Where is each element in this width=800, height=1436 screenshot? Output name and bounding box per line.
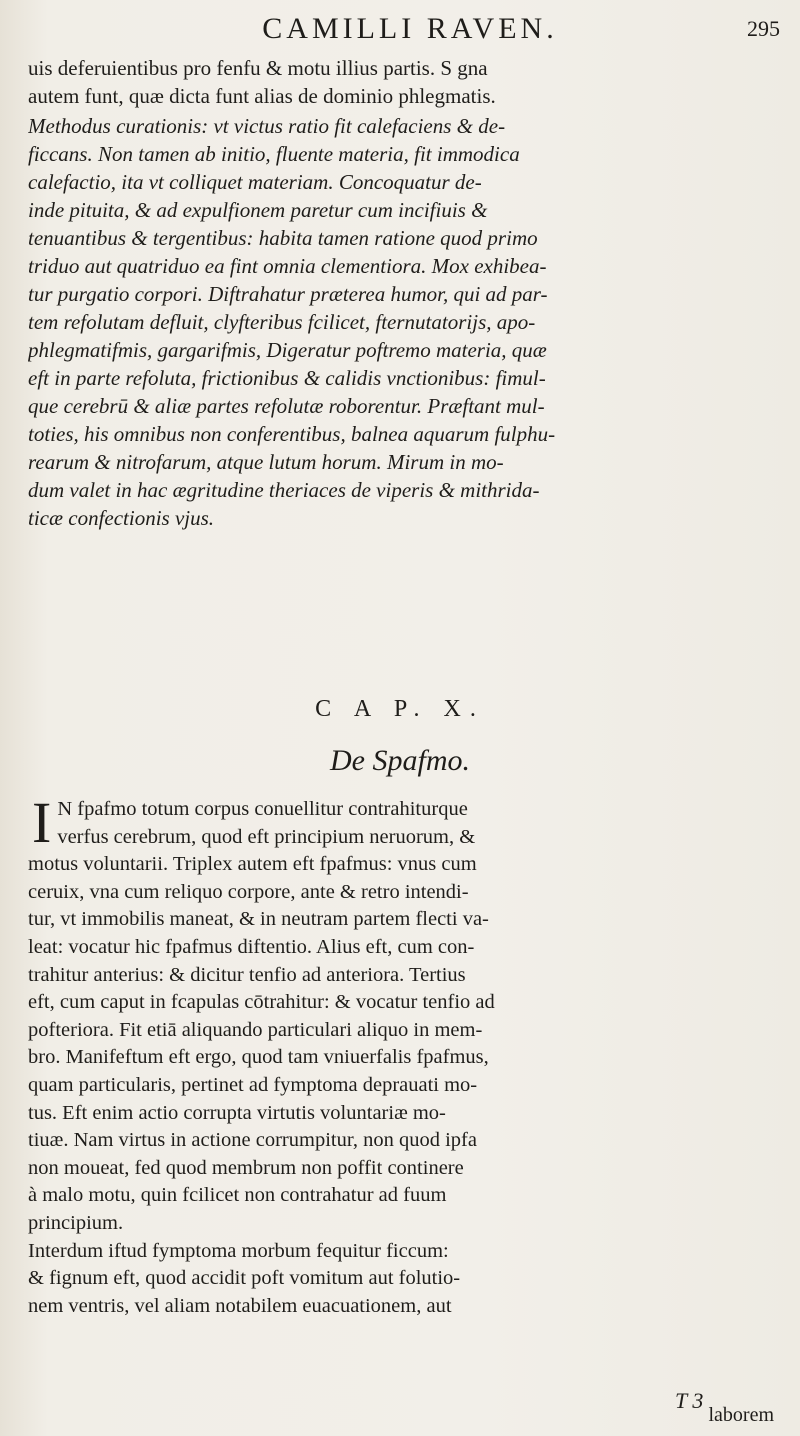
text-line: principium. bbox=[28, 1211, 124, 1234]
text-line: eft in parte refoluta, frictionibus & calidis vnctionibus: fimul- bbox=[28, 366, 546, 390]
signature-mark: T 3 bbox=[675, 1388, 704, 1413]
text-line: & fignum eft, quod accidit poft vomitum aut folutio- bbox=[28, 1267, 461, 1290]
text-line: inde pituita, & ad expulfionem paretur cum incifiuis & bbox=[28, 198, 488, 222]
text-line: Interdum iftud fymptoma morbum fequitur ficcum: bbox=[28, 1239, 449, 1262]
text-line: trahitur anterius: & dicitur tenfio ad anteriora. Tertius bbox=[28, 963, 466, 986]
text-line: à malo motu, quin fcilicet non contrahatur ad fuum bbox=[28, 1184, 447, 1207]
text-line: tus. Eft enim actio corrupta virtutis voluntariæ mo- bbox=[28, 1101, 446, 1124]
text-line: nem ventris, vel aliam notabilem euacuationem, aut bbox=[28, 1294, 452, 1317]
text-line: tem refolutam defluit, clyfteribus fcilicet, fternutatorijs, apo- bbox=[28, 310, 536, 334]
chapter-heading: C A P. X. bbox=[315, 696, 485, 722]
text-line: tenuantibus & tergentibus: habita tamen ratione quod primo bbox=[28, 226, 538, 250]
text-line: motus voluntarii. Triplex autem eft fpafmus: vnus cum bbox=[28, 853, 477, 876]
text-line: phlegmatifmis, gargarifmis, Digeratur poftremo materia, quæ bbox=[28, 338, 547, 362]
text-line: calefactio, ita vt colliquet materiam. Concoquatur de- bbox=[28, 170, 482, 194]
text-line: tiuæ. Nam virtus in actione corrumpitur, non quod ipfa bbox=[28, 1129, 477, 1152]
text-line: Methodus curationis: vt victus ratio fit calefaciens & de- bbox=[28, 114, 506, 138]
text-line: pofteriora. Fit etiā aliquando particulari aliquo in mem- bbox=[28, 1018, 483, 1041]
catchword: laborem bbox=[708, 1404, 774, 1426]
text-line: triduo aut quatriduo ea fint omnia clementiora. Mox exhibea- bbox=[28, 254, 547, 278]
method-paragraph bbox=[28, 112, 782, 532]
body-paragraph bbox=[28, 790, 782, 1320]
page-header bbox=[40, 12, 780, 54]
text-line: toties, his omnibus non conferentibus, balnea aquarum fulphu- bbox=[28, 422, 556, 446]
text-line: leat: vocatur hic fpafmus diftentio. Alius eft, cum con- bbox=[28, 935, 475, 958]
text-line: tur purgatio corpori. Diftrahatur præterea humor, qui ad par- bbox=[28, 282, 548, 306]
text-line: autem funt, quæ dicta funt alias de dominio phlegmatis. bbox=[28, 84, 496, 108]
text-line: verfus cerebrum, quod eft principium neruorum, & bbox=[57, 825, 476, 848]
text-line: ticæ confectionis vjus. bbox=[28, 506, 215, 530]
drop-capital: I bbox=[32, 790, 52, 855]
text-line: tur, vt immobilis maneat, & in neutram partem flecti va- bbox=[28, 908, 489, 931]
text-line: que cerebrū & aliæ partes refolutæ roborentur. Præftant mul- bbox=[28, 394, 545, 418]
intro-paragraph bbox=[28, 54, 782, 110]
text-line: non moueat, fed quod membrum non poffit continere bbox=[28, 1156, 464, 1179]
section-title: De Spafmo. bbox=[330, 744, 470, 777]
text-line: ceruix, vna cum reliquo corpore, ante & retro intendi- bbox=[28, 880, 469, 903]
text-line: bro. Manifeftum eft ergo, quod tam vniuerfalis fpafmus, bbox=[28, 1046, 489, 1069]
page-number: 295 bbox=[747, 16, 780, 41]
text-line: ficcans. Non tamen ab initio, fluente materia, fit immodica bbox=[28, 142, 520, 166]
text-line: uis deferuientibus pro fenfu & motu illius partis. S gna bbox=[28, 56, 488, 80]
running-head: CAMILLI RAVEN. bbox=[262, 12, 558, 45]
text-line: quam particularis, pertinet ad fymptoma deprauati mo- bbox=[28, 1073, 478, 1096]
text-line: dum valet in hac ægritudine theriaces de viperis & mithrida- bbox=[28, 478, 540, 502]
text-line: N fpafmo totum corpus conuellitur contrahiturque bbox=[57, 798, 468, 820]
text-line: rearum & nitrofarum, atque lutum horum. Mirum in mo- bbox=[28, 450, 504, 474]
text-line: eft, cum caput in fcapulas cōtrahitur: & vocatur tenfio ad bbox=[28, 991, 495, 1014]
